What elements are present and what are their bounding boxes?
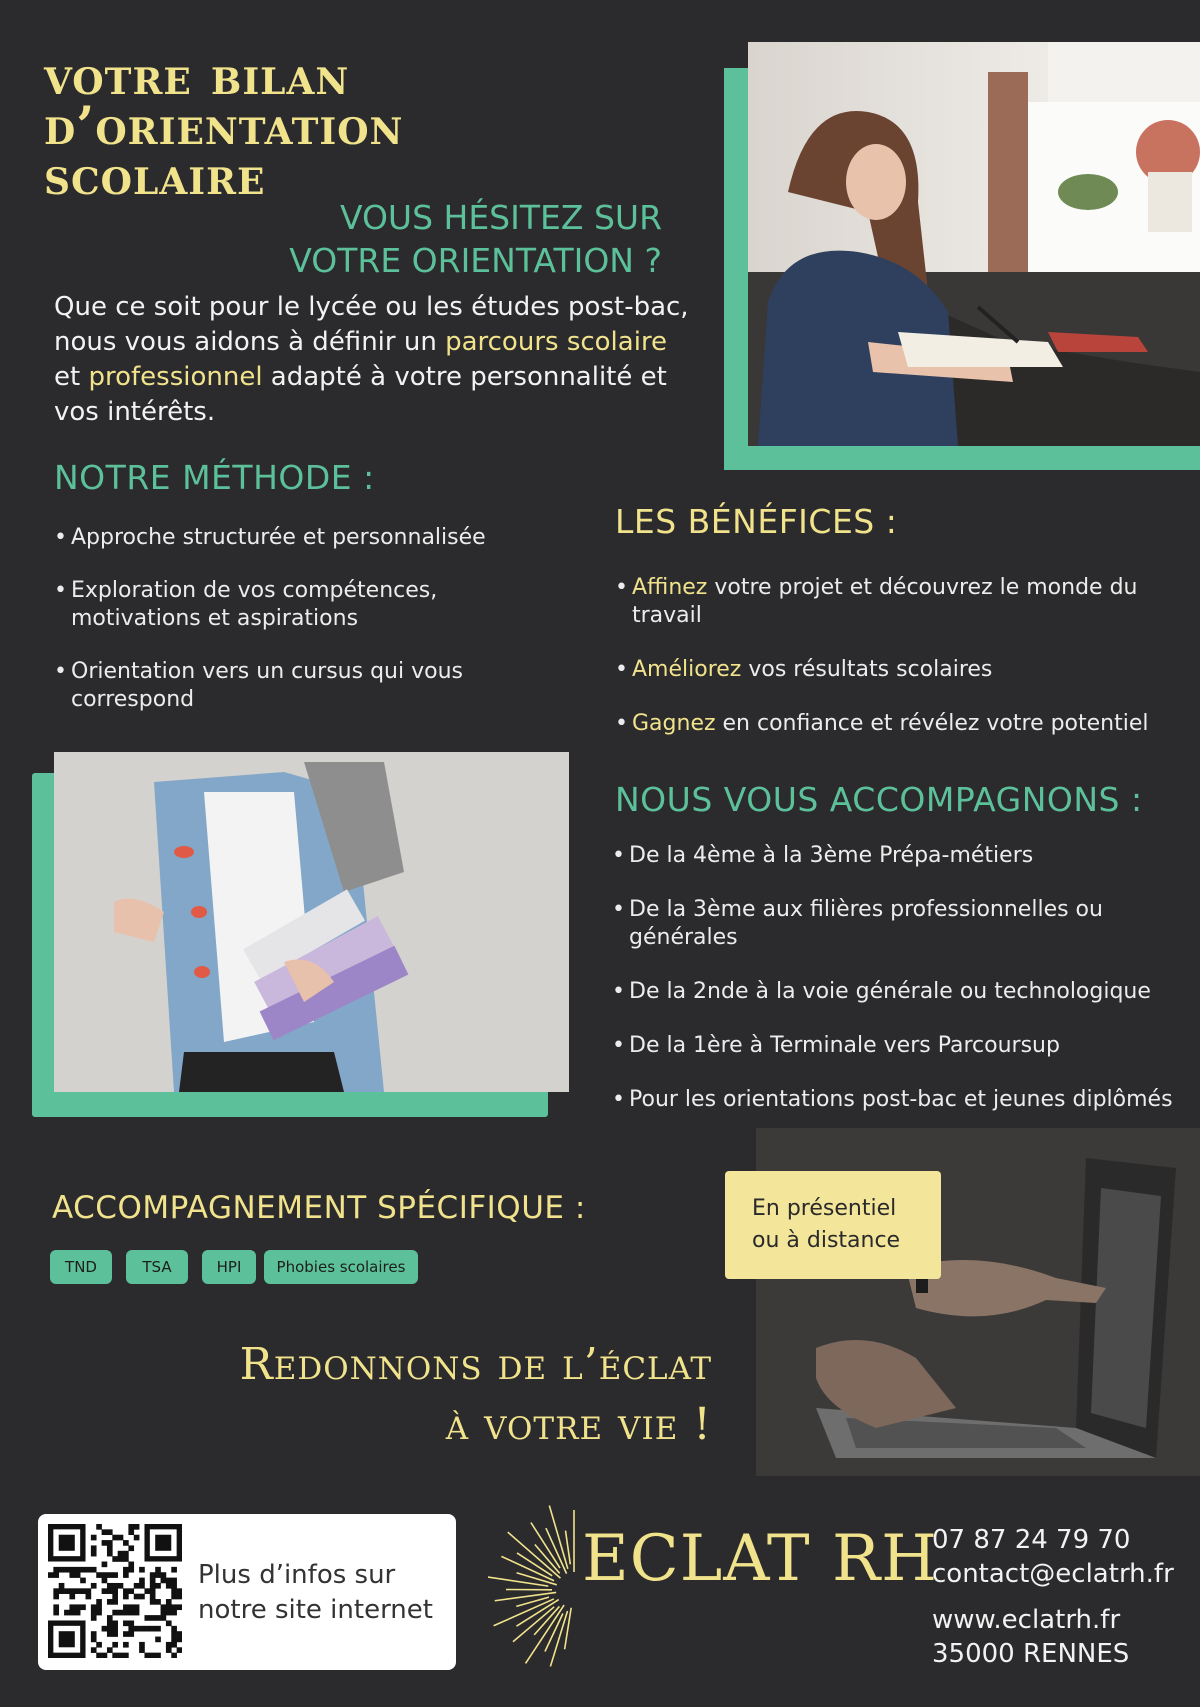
list-item: • Exploration de vos compétences, motivations et aspirations	[54, 577, 554, 633]
list-item: • Améliorez vos résultats scolaires	[615, 656, 1195, 684]
qr-code-graphic	[48, 1524, 182, 1658]
mode-badge: En présentiel ou à distance	[725, 1171, 941, 1279]
specifique-tags	[50, 1250, 426, 1284]
list-item: • Pour les orientations post-bac et jeunes diplômés	[612, 1086, 1197, 1114]
photo-student-writing	[748, 42, 1200, 446]
accompagnons-list	[612, 842, 1197, 1114]
qr-code-icon[interactable]	[48, 1524, 182, 1658]
brand-name: ECLAT RH	[582, 1522, 938, 1596]
methode-list	[54, 524, 554, 714]
student-books-illustration	[54, 752, 569, 1092]
list-item: • De la 1ère à Terminale vers Parcoursup	[612, 1032, 1197, 1060]
contact-block	[932, 1523, 1174, 1671]
accompagnons-heading: NOUS VOUS ACCOMPAGNONS :	[615, 780, 1143, 819]
list-item: • De la 2nde à la voie générale ou technologique	[612, 978, 1197, 1006]
tag-tsa: TSA	[126, 1250, 188, 1284]
tag-hpi: HPI	[202, 1250, 256, 1284]
photo-student-books	[54, 752, 569, 1092]
list-item: • De la 3ème aux filières professionnelles ou générales	[612, 896, 1197, 952]
contact-phone[interactable]: 07 87 24 79 70	[932, 1525, 1131, 1555]
benefices-heading: LES BÉNÉFICES :	[615, 502, 898, 541]
highlight-professionnel: professionnel	[88, 362, 263, 392]
list-item: • Gagnez en confiance et révélez votre potentiel	[615, 710, 1195, 738]
tag-tnd: TND	[50, 1250, 112, 1284]
slogan: Redonnons de l’éclat à votre vie !	[239, 1339, 712, 1450]
specifique-heading: ACCOMPAGNEMENT SPÉCIFIQUE :	[52, 1190, 586, 1226]
contact-email[interactable]: contact@eclatrh.fr	[932, 1559, 1174, 1589]
contact-city: 35000 RENNES	[932, 1639, 1130, 1669]
qr-caption: Plus d’infos sur notre site internet	[198, 1560, 433, 1625]
list-item: • Orientation vers un cursus qui vous correspond	[54, 658, 554, 714]
list-item: • Approche structurée et personnalisée	[54, 524, 554, 552]
benefices-list	[615, 574, 1195, 738]
tag-phobies: Phobies scolaires	[264, 1250, 418, 1284]
student-writing-illustration	[748, 42, 1200, 446]
subtitle: VOUS HÉSITEZ SUR VOTRE ORIENTATION ?	[289, 198, 662, 280]
highlight-parcours: parcours scolaire	[445, 327, 668, 357]
contact-website[interactable]: www.eclatrh.fr	[932, 1605, 1121, 1635]
list-item: • Affinez votre projet et découvrez le monde du travail	[615, 574, 1195, 630]
page-title: votre bilan d’orientation scolaire	[44, 46, 404, 207]
intro-paragraph: Que ce soit pour le lycée ou les études post-bac, nous vous aidons à définir un parcours scolaire et professionnel adapté à votre personnalité et vos intérêts.	[54, 292, 689, 427]
list-item: • De la 4ème à la 3ème Prépa-métiers	[612, 842, 1197, 870]
methode-heading: NOTRE MÉTHODE :	[54, 458, 375, 497]
